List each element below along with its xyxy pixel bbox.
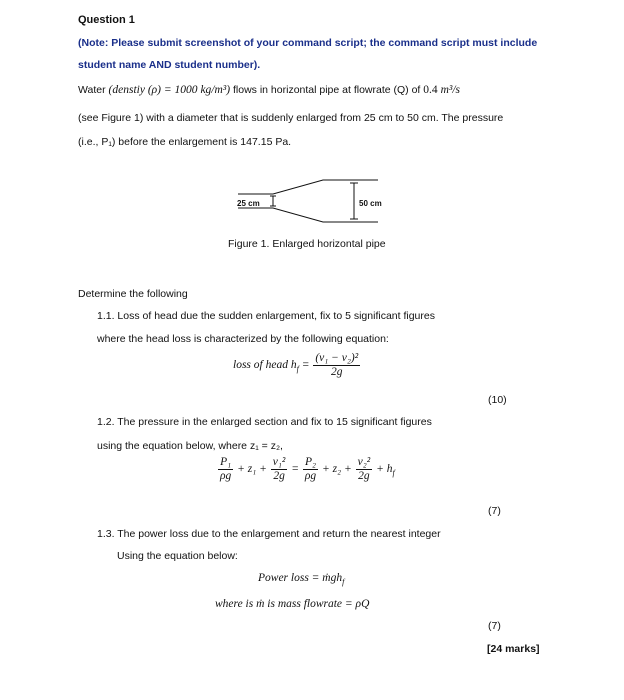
head-loss-equation: loss of head $h_f$ = $\frac{\text{(v₁ − v₂)²}}{2g}$ bbox=[233, 352, 359, 378]
power-loss-equation bbox=[258, 572, 344, 586]
task-2-marks: (7) bbox=[488, 505, 501, 517]
density-unit: kg/m³) bbox=[200, 84, 231, 96]
flowrate-value: 0.4 bbox=[423, 84, 438, 96]
eq2-z1: + z₁ + bbox=[237, 463, 267, 476]
problem-line-2: (see Figure 1) with a diameter that is suddenly enlarged from 25 cm to 50 cm. The pressure bbox=[78, 112, 504, 124]
task-1-line-1: 1.1. Loss of head due the sudden enlargement, fix to 5 significant figures bbox=[97, 310, 435, 322]
bernoulli-equation: $\frac{\text{P₁}}{\rho g}$ + z₁ + $\frac{\text{v₁²}}{2g}$ = $\frac{\text{P₂}}{\rho g}$ + z₂ + $\frac{\text{v₂²}}{2g}$ + $h_f$ bbox=[220, 456, 395, 482]
eq2-p2: P₂ bbox=[303, 456, 318, 470]
eq2-z2: + z₂ + bbox=[322, 463, 352, 476]
eq2-p1: P₁ bbox=[218, 456, 233, 470]
label-25cm: 25 cm bbox=[237, 199, 260, 208]
flows-text: flows in horizontal pipe at flowrate (Q) of bbox=[233, 84, 421, 96]
task-3-marks: (7) bbox=[488, 620, 501, 632]
eq2-hf: + h bbox=[376, 463, 393, 476]
eq2-hf-sub: f bbox=[392, 468, 395, 478]
task-2-line-1: 1.2. The pressure in the enlarged section and fix to 15 significant figures bbox=[97, 416, 432, 428]
eq1-denominator: 2g bbox=[330, 366, 343, 378]
label-50cm: 50 cm bbox=[359, 199, 382, 208]
eq3-sub: f bbox=[342, 577, 345, 587]
eq1-sub: f bbox=[296, 364, 299, 374]
eq2-rhog-1: ρg bbox=[220, 470, 232, 482]
eq1-lhs: loss of head h bbox=[233, 359, 297, 372]
eq1-numerator: (v₁ − v₂)² bbox=[315, 352, 359, 364]
task-3-line-2: Using the equation below: bbox=[117, 550, 238, 562]
mass-flowrate-equation: where is ṁ is mass flowrate = ρQ bbox=[215, 598, 370, 610]
task-1-marks: (10) bbox=[488, 394, 507, 406]
water-word: Water bbox=[78, 84, 106, 96]
eq2-2g-1: 2g bbox=[273, 470, 285, 482]
note-line-1: (Note: Please submit screenshot of your command script; the command script must include bbox=[78, 37, 538, 49]
eq3-power-loss: Power loss = ṁgh bbox=[258, 572, 343, 584]
problem-line-1 bbox=[78, 84, 460, 96]
task-1-line-2: where the head loss is characterized by the following equation: bbox=[97, 333, 389, 345]
figure-caption: Figure 1. Enlarged horizontal pipe bbox=[228, 238, 386, 250]
total-marks: [24 marks] bbox=[487, 643, 540, 655]
density-text: (denstiy (ρ) = 1000 bbox=[108, 84, 198, 96]
task-2-line-2 bbox=[97, 440, 283, 452]
tasks-intro: Determine the following bbox=[78, 288, 188, 300]
task-2-line-2-text: using the equation below, where z₁ = z₂, bbox=[97, 440, 283, 452]
question-title: Question 1 bbox=[78, 14, 135, 26]
eq2-2g-2: 2g bbox=[358, 470, 370, 482]
problem-line-3: (i.e., P₁) before the enlargement is 147.15 Pa. bbox=[78, 136, 292, 148]
eq2-v2: v₂² bbox=[357, 456, 371, 468]
flowrate-unit: m³/s bbox=[440, 84, 460, 96]
task-3-line-1: 1.3. The power loss due to the enlargement and return the nearest integer bbox=[97, 528, 441, 540]
note-line-2: student name AND student number). bbox=[78, 59, 261, 71]
eq2-rhog-2: ρg bbox=[304, 470, 317, 482]
eq2-v1: v₁² bbox=[272, 456, 286, 468]
